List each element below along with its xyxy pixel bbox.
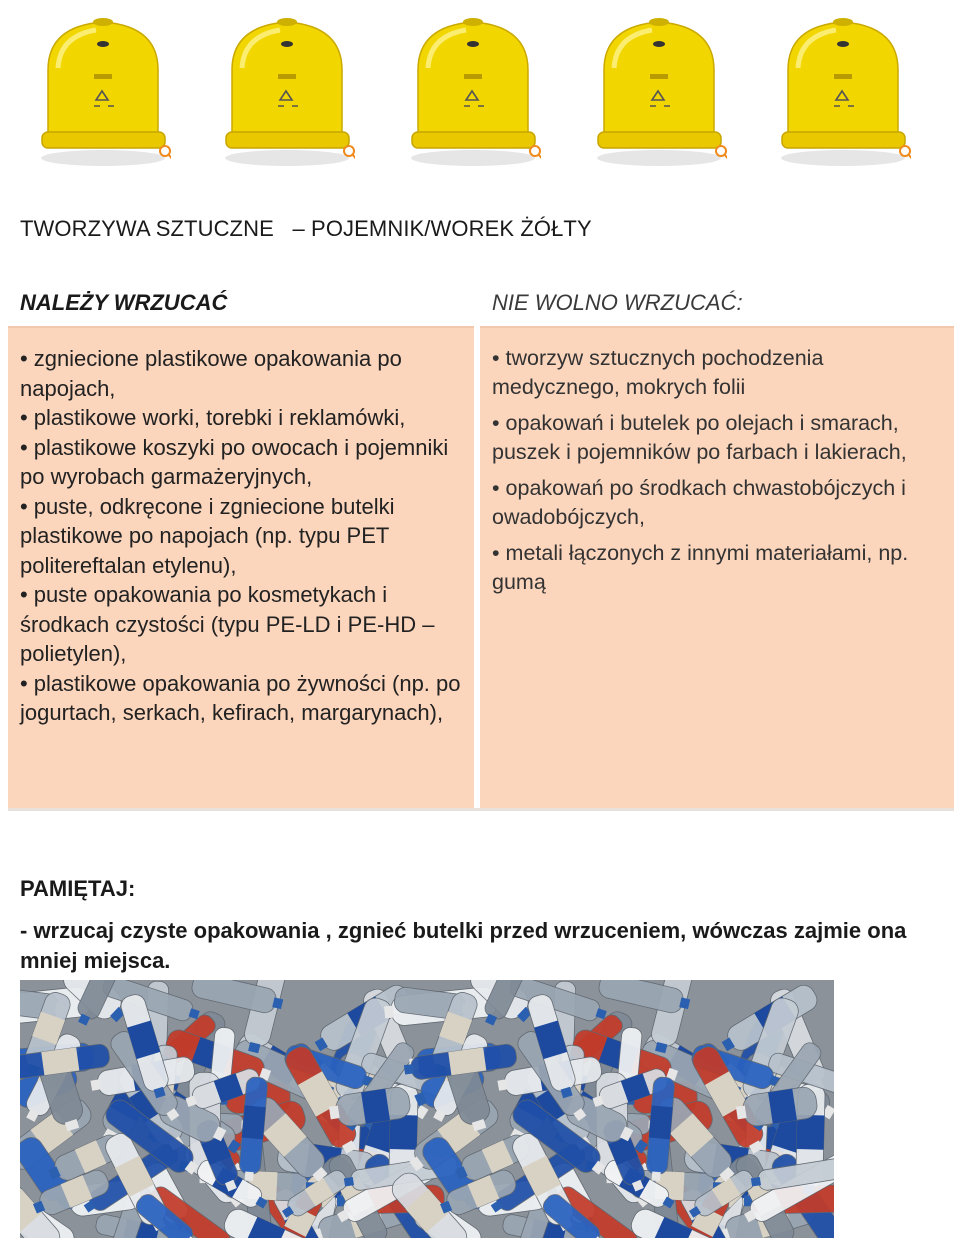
yellow-recycling-bin-icon bbox=[776, 8, 911, 170]
yellow-recycling-bin-icon bbox=[592, 8, 727, 170]
list-item: • opakowań po środkach chwastobójczych i owadobójczych, bbox=[492, 476, 906, 529]
yellow-recycling-bin-icon bbox=[220, 8, 355, 170]
forbidden-heading: NIE WOLNO WRZUCAĆ: bbox=[492, 290, 743, 315]
table-bottom-rule bbox=[8, 808, 954, 811]
list-item: • plastikowe worki, torebki i reklamówki, bbox=[20, 405, 406, 430]
plastic-bottles-image bbox=[20, 980, 834, 1238]
forbidden-list bbox=[492, 344, 948, 604]
yellow-recycling-bin-icon bbox=[406, 8, 541, 170]
bins-row bbox=[0, 0, 960, 175]
list-item: • plastikowe opakowania po żywności (np. po jogurtach, serkach, kefirach, margarynach), bbox=[20, 670, 461, 725]
allowed-heading: NALEŻY WRZUCAĆ bbox=[20, 290, 228, 315]
list-item: • opakowań i butelek po olejach i smarach, puszek i pojemników po farbach i lakierach, bbox=[492, 411, 907, 464]
list-item: • metali łączonych z innymi materiałami, np. gumą bbox=[492, 541, 909, 594]
allowed-cell bbox=[8, 326, 474, 810]
list-item: • puste, odkręcone i zgniecione butelki plastikowe po napojach (np. typu PET politereftalan etylenu), bbox=[20, 493, 395, 578]
list-item: • zgniecione plastikowe opakowania po napojach, bbox=[20, 346, 402, 401]
page-title: TWORZYWA SZTUCZNE – POJEMNIK/WOREK ŻÓŁTY bbox=[20, 216, 592, 241]
list-item: • tworzyw sztucznych pochodzenia medycznego, mokrych folii bbox=[492, 346, 824, 399]
list-item: • plastikowe koszyki po owocach i pojemniki po wyrobach garmażeryjnych, bbox=[20, 434, 449, 489]
plastic-bottles-photo bbox=[20, 980, 834, 1238]
rules-table bbox=[8, 282, 954, 812]
remember-title: PAMIĘTAJ: bbox=[20, 876, 136, 901]
remember-text: - wrzucaj czyste opakowania , zgnieć butelki przed wrzuceniem, wówczas zajmie ona mniej miejsca. bbox=[20, 918, 907, 973]
forbidden-cell bbox=[480, 326, 954, 810]
list-item: • puste opakowania po kosmetykach i środkach czystości (typu PE-LD i PE-HD – polietylen), bbox=[20, 582, 435, 666]
yellow-recycling-bin-icon bbox=[36, 8, 171, 170]
allowed-list bbox=[20, 344, 472, 728]
